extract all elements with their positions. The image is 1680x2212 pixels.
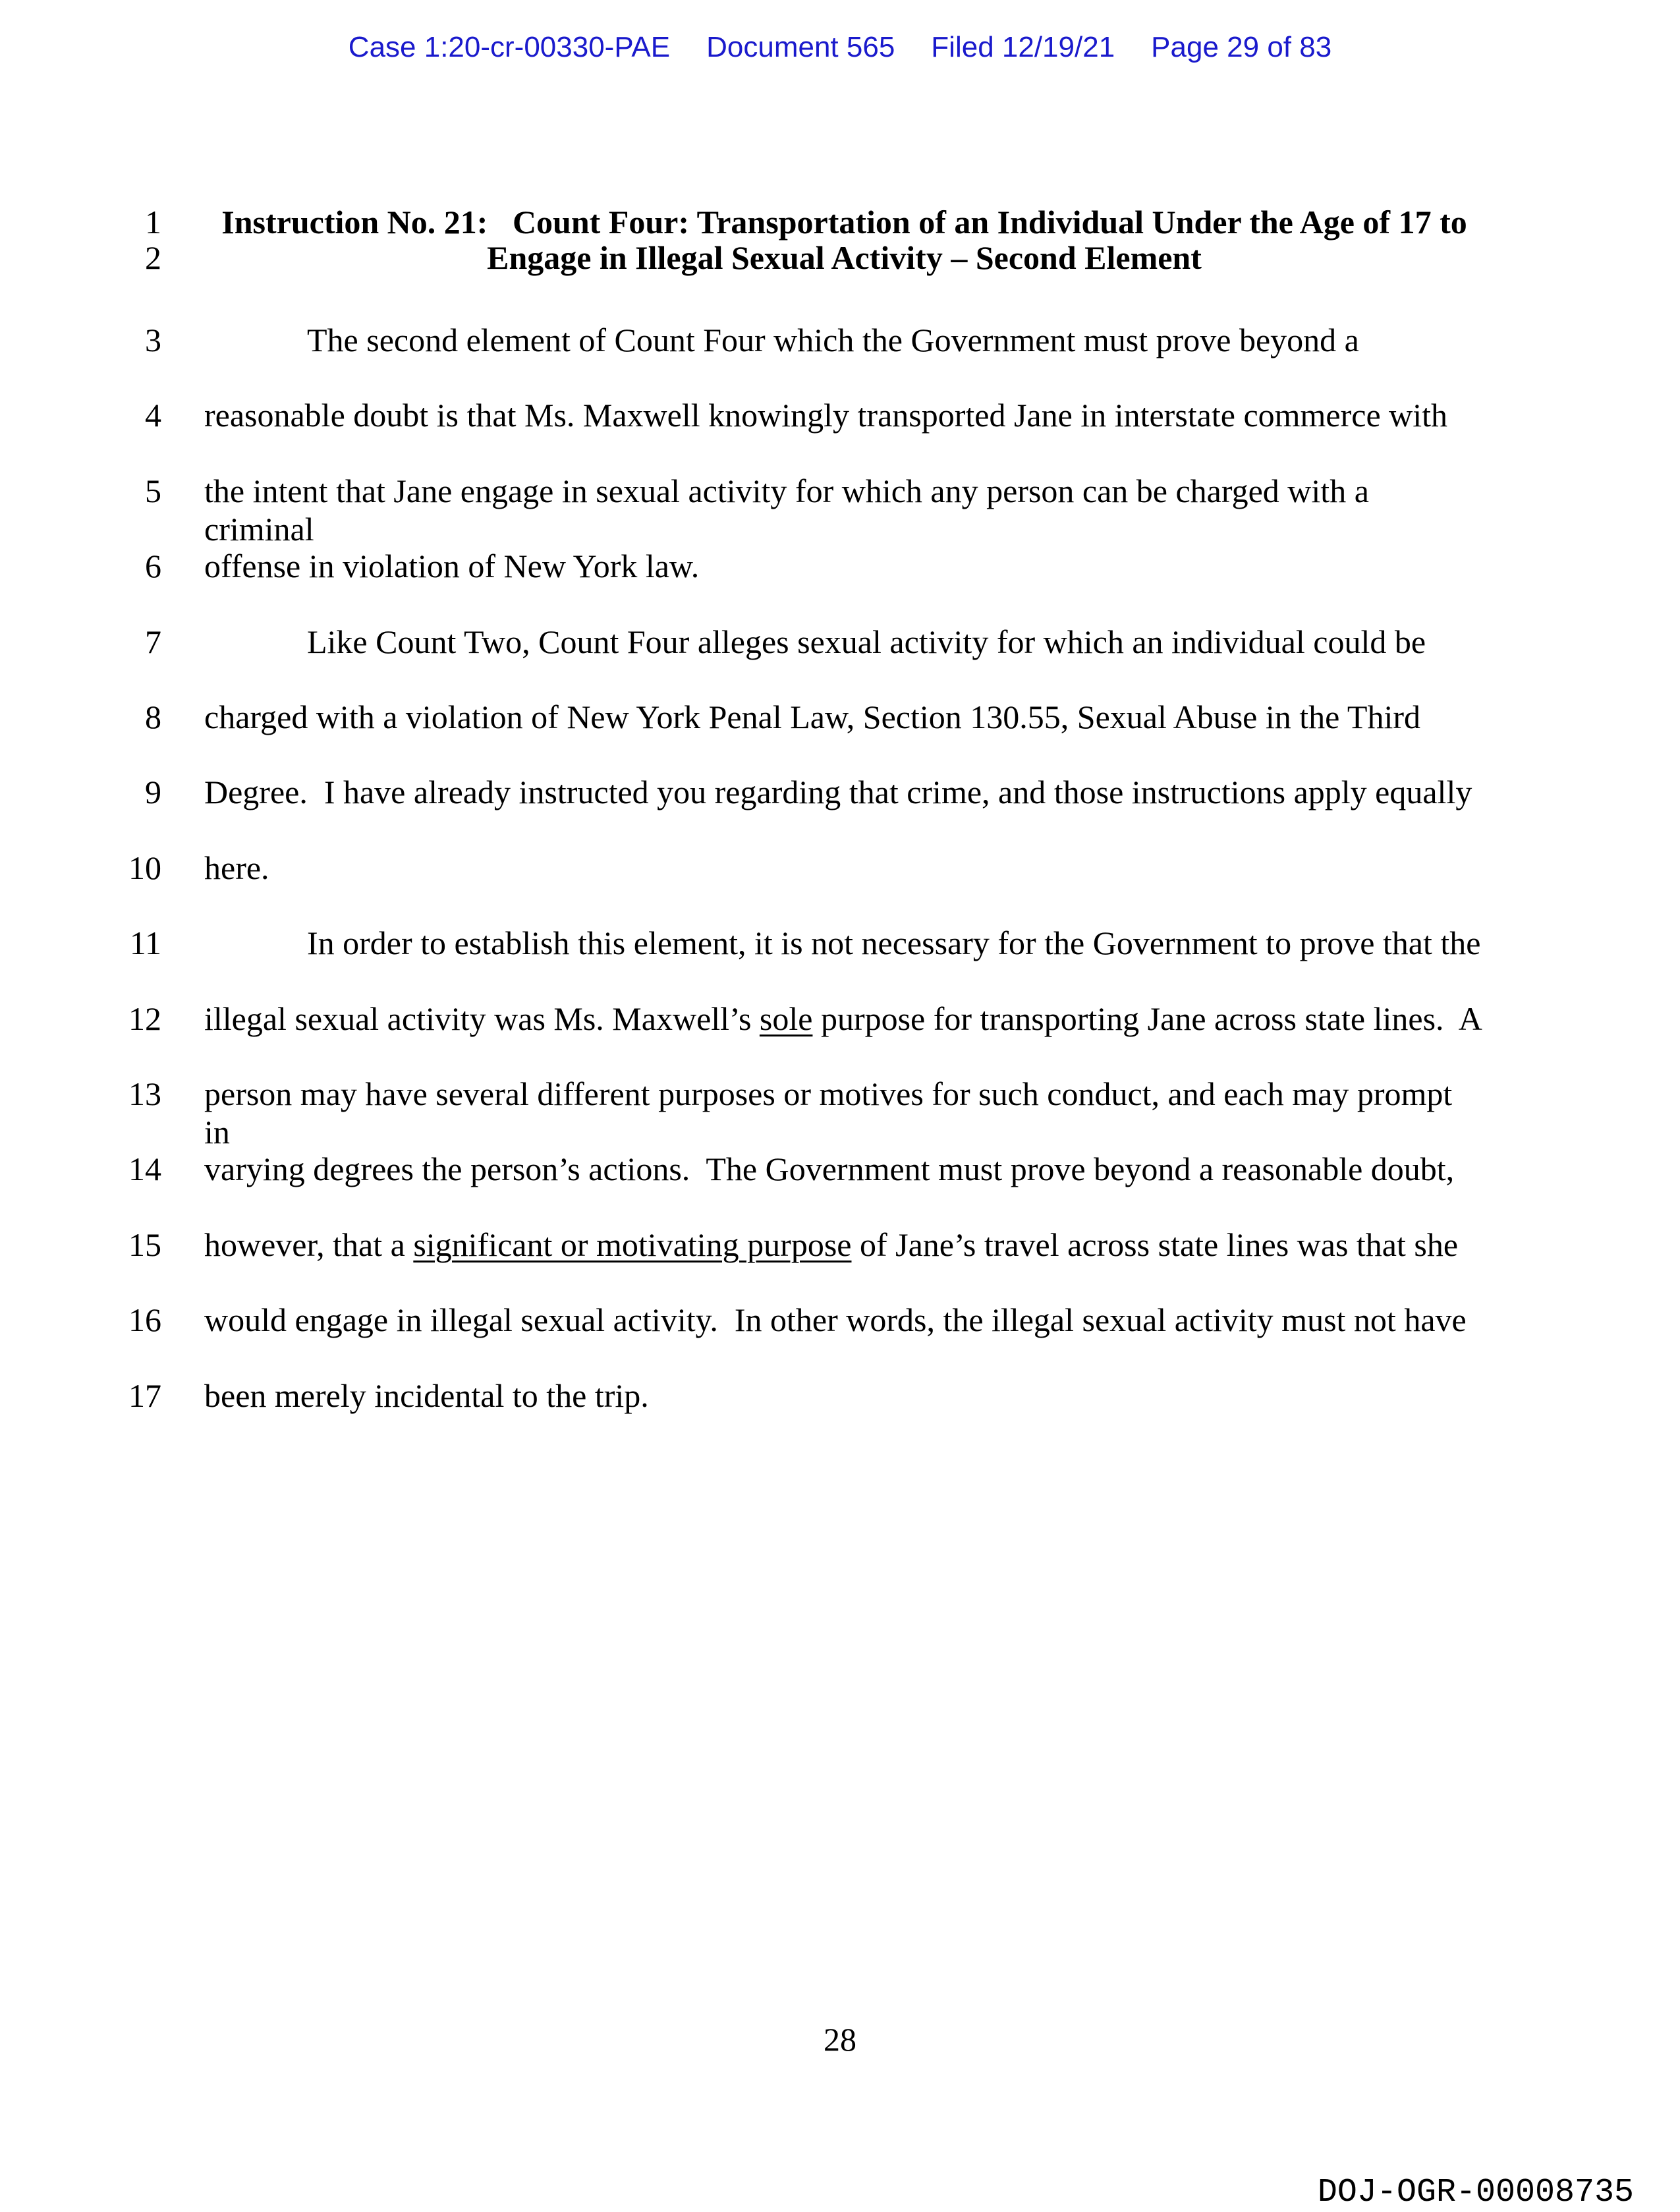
instruction-title-line	[204, 239, 1484, 277]
text-segment: the intent that Jane engage in sexual activity for which any person can be charged with a criminal	[204, 472, 1378, 548]
document-line	[0, 239, 1680, 278]
text-segment: In order to establish this element, it is not necessary for the Government to prove that the	[307, 924, 1481, 962]
line-text	[204, 698, 1484, 736]
text-segment: offense in violation of New York law.	[204, 548, 700, 585]
document-line	[0, 924, 1680, 963]
line-number: 14	[128, 1150, 161, 1188]
text-segment: here.	[204, 849, 269, 886]
document-line	[0, 1075, 1680, 1150]
bates-number: DOJ-OGR-00008735	[1317, 2174, 1634, 2211]
line-text	[204, 1226, 1484, 1264]
instruction-title-line	[204, 203, 1484, 241]
case-header	[0, 30, 1680, 65]
line-number: 10	[128, 849, 161, 886]
text-segment: person may have several different purposes or motives for such conduct, and each may prompt in	[204, 1075, 1461, 1150]
document-line	[0, 849, 1680, 888]
line-number: 2	[145, 239, 161, 276]
line-number: 13	[128, 1075, 161, 1112]
page-number: 28	[824, 2021, 856, 2058]
text-segment: of Jane’s travel across state lines was that she	[851, 1226, 1459, 1263]
document-line	[0, 698, 1680, 737]
document-line	[0, 1150, 1680, 1189]
text-segment: would engage in illegal sexual activity. In other words, the illegal sexual activity must not have	[204, 1301, 1467, 1339]
line-number: 3	[145, 322, 161, 358]
header-part: Case 1:20-cr-00330-PAE	[348, 31, 671, 63]
line-number: 4	[145, 397, 161, 434]
text-segment: varying degrees the person’s actions. The Government must prove beyond a reasonable doubt,	[204, 1150, 1455, 1188]
document-line	[0, 773, 1680, 812]
text-segment: reasonable doubt is that Ms. Maxwell knowingly transported Jane in interstate commerce with	[204, 397, 1448, 434]
line-number: 15	[128, 1226, 161, 1263]
text-segment: Degree. I have already instructed you regarding that crime, and those instructions apply equally	[204, 774, 1472, 811]
document-line	[0, 547, 1680, 586]
text-segment: charged with a violation of New York Penal Law, Section 130.55, Sexual Abuse in the Third	[204, 698, 1421, 735]
line-number: 5	[145, 472, 161, 509]
line-text	[204, 321, 1484, 359]
document-line	[0, 203, 1680, 242]
document-line	[0, 396, 1680, 436]
line-text	[204, 1301, 1484, 1339]
document-line	[0, 1226, 1680, 1265]
line-number: 9	[145, 774, 161, 811]
text-segment: Instruction No. 21: Count Four: Transportation of an Individual Under the Age of 17 to	[221, 204, 1467, 241]
document-line	[0, 623, 1680, 662]
header-part: Document 565	[706, 31, 895, 63]
underlined-text: sole	[759, 1000, 813, 1037]
document-line	[0, 472, 1680, 548]
text-segment: purpose for transporting Jane across state lines. A	[812, 1000, 1482, 1037]
line-number: 7	[145, 623, 161, 660]
line-number: 17	[128, 1376, 161, 1414]
underlined-text: significant or motivating purpose	[413, 1226, 852, 1263]
text-segment: Like Count Two, Count Four alleges sexual activity for which an individual could be	[307, 623, 1426, 660]
text-segment: The second element of Count Four which the Government must prove beyond a	[307, 322, 1359, 358]
line-number: 16	[128, 1301, 161, 1339]
document-line	[0, 1301, 1680, 1340]
line-text	[204, 547, 1484, 585]
line-text	[204, 1376, 1484, 1415]
line-text	[204, 773, 1484, 811]
text-segment: Engage in Illegal Sexual Activity – Second Element	[487, 239, 1202, 276]
line-text	[204, 1150, 1484, 1188]
text-segment: been merely incidental to the trip.	[204, 1376, 649, 1414]
line-number: 8	[145, 698, 161, 735]
line-text	[204, 1075, 1484, 1151]
line-text	[204, 472, 1484, 548]
line-text	[204, 1000, 1484, 1038]
header-part: Page 29 of 83	[1151, 31, 1332, 63]
line-text	[204, 849, 1484, 887]
document-line	[0, 1376, 1680, 1416]
text-segment: illegal sexual activity was Ms. Maxwell’s	[204, 1000, 760, 1037]
line-number: 1	[145, 204, 161, 241]
line-number: 6	[145, 548, 161, 585]
text-segment: however, that a	[204, 1226, 414, 1263]
line-number: 12	[128, 1000, 161, 1037]
line-text	[204, 924, 1484, 962]
line-number: 11	[129, 924, 161, 962]
document-line	[0, 321, 1680, 360]
document-line	[0, 1000, 1680, 1039]
line-text	[204, 623, 1484, 661]
line-text	[204, 396, 1484, 434]
header-part: Filed 12/19/21	[931, 31, 1115, 63]
